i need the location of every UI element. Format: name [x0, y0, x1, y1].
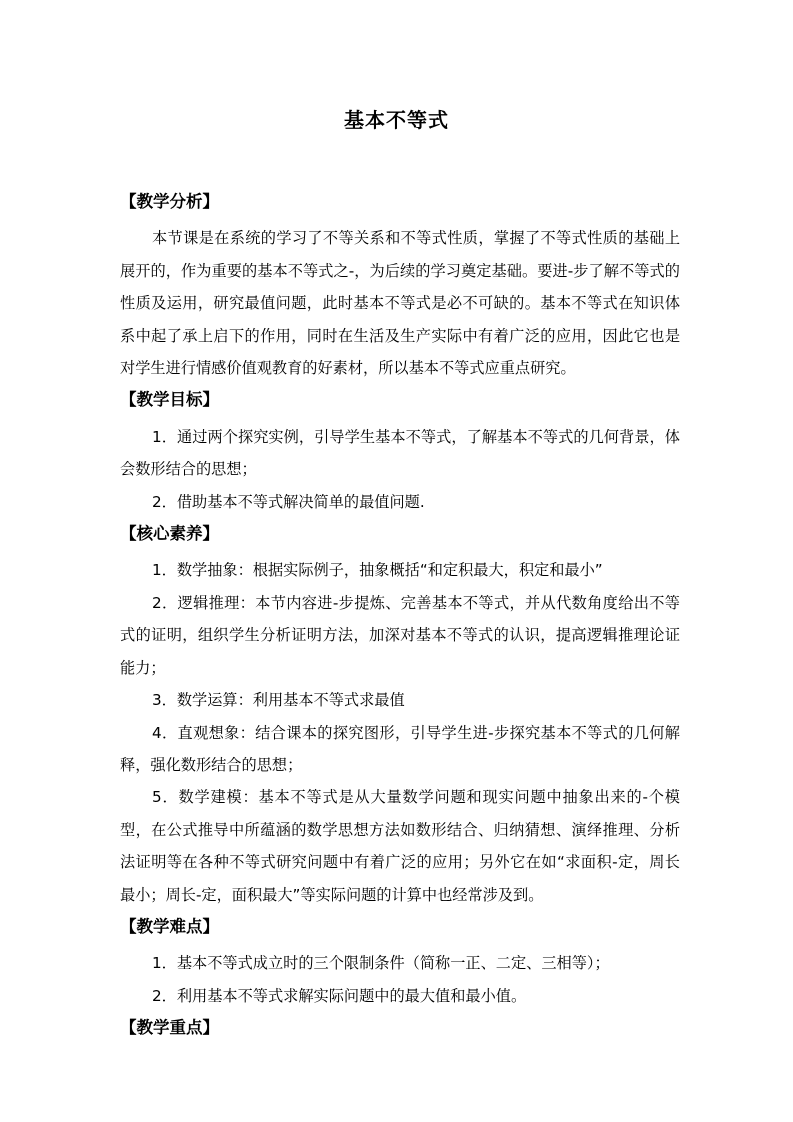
- literacy-item: 3．数学运算：利用基本不等式求最值: [152, 691, 405, 710]
- goal-item: 1．通过两个探究实例，引导学生基本不等式，了解基本不等式的几何背景，体会数形结合的思想；: [120, 427, 680, 479]
- literacy-item: 5．数学建模：基本不等式是从大量数学问题和现实问题中抽象出来的-个模型，在公式推导中所蕴涵的数学思想方法如数形结合、归纳猜想、演绎推理、分析法证明等在各种不等式研究问题中有着广泛的应用；另外它在如“求面积-定，周长最小；周长-定，面积最大”等实际问题的计算中也经常涉及到。: [120, 788, 680, 904]
- section-heading-analysis: 【教学分析】: [120, 192, 219, 211]
- section-heading-goals: 【教学目标】: [120, 390, 219, 410]
- section-heading-difficulties: 【教学难点】: [120, 916, 219, 936]
- analysis-paragraph: 本节课是在系统的学习了不等关系和不等式性质，掌握了不等式性质的基础上展开的，作为重要的基本不等式之-，为后续的学习奠定基础。要进-步了解不等式的性质及运用，研究最值问题，此时基本不等式是必不可缺的。基本不等式在知识体系中起了承上启下的作用，同时在生活及生产实际中有着广泛的应用，因此它也是对学生进行情感价值观教育的好素材，所以基本不等式应重点研究。: [120, 229, 680, 378]
- goal-item: 2．借助基本不等式解决简单的最值问题.: [152, 492, 425, 511]
- document-body: [120, 186, 680, 1045]
- section-heading-keypoints: 【教学重点】: [120, 1018, 219, 1038]
- difficulty-item: 2．利用基本不等式求解实际问题中的最大值和最小值。: [152, 986, 527, 1005]
- section-heading-literacy: 【核心素养】: [120, 524, 219, 544]
- difficulty-item: 1．基本不等式成立时的三个限制条件（简称一正、二定、三相等）；: [152, 954, 610, 973]
- literacy-item: 2．逻辑推理：本节内容进-步提炼、完善基本不等式，并从代数角度给出不等式的证明，组织学生分析证明方法，加深对基本不等式的认识，提高逻辑推理论证能力；: [120, 593, 680, 677]
- literacy-item: 1．数学抽象：根据实际例子，抽象概括“和定积最大，积定和最小”: [152, 561, 603, 580]
- literacy-item: 4．直观想象：结合课本的探究图形，引导学生进-步探究基本不等式的几何解释，强化数形结合的思想；: [120, 723, 680, 774]
- document-title: 基本不等式: [344, 108, 449, 132]
